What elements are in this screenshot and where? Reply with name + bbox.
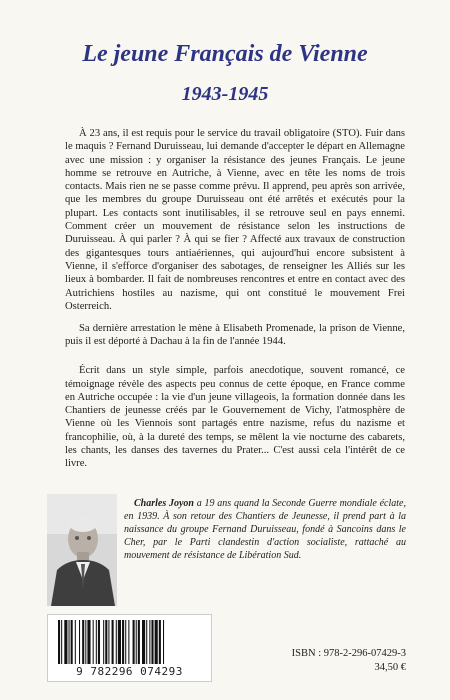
barcode-bar <box>61 620 62 664</box>
barcode-bar <box>71 620 73 664</box>
barcode-bar <box>149 620 150 664</box>
barcode-bar <box>108 620 109 664</box>
barcode-bar <box>122 620 124 664</box>
barcode-bar <box>58 620 60 664</box>
author-bio-text: a 19 ans quand la Seconde Guerre mondiale éclate, en 1939. À son retour des Chantiers de Jeunesse, il prend part à la naissance du groupe Fernand Duruisseau, fondé à Sancoins dans le Cher, par le Parti clandestin d'action socialiste, rattaché au mouvement de résistance de Libération Sud. <box>124 498 406 561</box>
barcode-bar <box>98 620 100 664</box>
barcode-bar <box>87 620 90 664</box>
author-bio <box>124 497 406 562</box>
barcode-bar <box>69 620 70 664</box>
barcode-bar <box>118 620 121 664</box>
barcode-bar <box>133 620 135 664</box>
book-title: Le jeune Français de Vienne <box>82 41 368 67</box>
barcode-bar <box>105 620 107 664</box>
barcode-bar <box>64 620 67 664</box>
barcode-bar <box>112 620 114 664</box>
author-name: Charles Joyon <box>134 498 194 509</box>
barcode-bar <box>151 620 153 664</box>
barcode-bars-icon <box>56 620 203 664</box>
author-portrait-icon <box>47 494 117 606</box>
barcode-bar <box>136 620 137 664</box>
barcode-bar <box>163 620 164 664</box>
blurb-paragraph-1: À 23 ans, il est requis pour le service du travail obligatoire (STO). Fuir dans le maquis ? Fernand Duruisseau, lui demande d'accepter le départ en Allemagne avec une mission : y organiser la résistance des jeunes Français. Le jeune homme se retrouve en Autriche, à Vienne, avec en tête les noms de trois contacts. Mais rien ne se passe comme prévu. Il apprend, peu après son arrivée, que les membres du groupe Duruisseau ont été arrêtés et exécutés pour la plupart. Les contacts sont inutilisables, il se retrouve seul en pays ennemi. Comment créer un mouvement de résistance selon les instructions de Duruisseau. À qui parler ? À qui se fier ? Affecté aux travaux de construction des gigantesques tours antiaériennes, qui aujourd'hui encore subsistent à Vienne, il s'efforce d'organiser des sabotages, de renseigner les Alliés sur les lieux à bombarder. Il fait de nombreuses rencontres et entre en contact avec des Autrichiens hostiles au nazisme, qui ont constitué le mouvement Frei Osterreich. <box>65 128 405 312</box>
barcode-bar <box>85 620 86 664</box>
author-photo <box>47 494 117 606</box>
barcode-bar <box>82 620 84 664</box>
barcode-bar <box>159 620 161 664</box>
barcode-bar <box>128 620 129 664</box>
isbn: ISBN : 978-2-296-07429-3 <box>291 648 406 659</box>
barcode-bar <box>146 620 147 664</box>
barcode-bar <box>155 620 158 664</box>
blurb-paragraph-3: Écrit dans un style simple, parfois anecdotique, souvent romancé, ce témoignage révèle des aspects peu connus de cette époque, en France comme en Autriche occupée : la vie d'un jeune villageois, la formation donnée dans les Chantiers de jeunesse créés par le Gouvernement de Vichy, l'atmosphère de Vienne où les Viennois sont partagés entre nazisme, refus du nazisme et francophilie, où, à la dureté des temps, se mêlent la vie nocturne des cabarets, les chants, les danses des tavernes du Prater... C'est aussi cela l'intérêt de ce livre. <box>65 365 405 470</box>
blurb-paragraph-2: Sa dernière arrestation le mène à Elisabeth Promenade, la prison de Vienne, puis il est déporté à Dachau à la fin de l'année 1944. <box>65 322 405 347</box>
blurb <box>65 127 405 479</box>
barcode-digits: 9 782296 074293 <box>76 665 183 678</box>
book-subtitle: 1943-1945 <box>181 83 269 105</box>
barcode-bar <box>125 620 126 664</box>
barcode-bar <box>142 620 145 664</box>
barcode <box>47 614 212 682</box>
barcode-bar <box>103 620 104 664</box>
barcode-bar <box>96 620 97 664</box>
barcode-bar <box>116 620 117 664</box>
barcode-bar <box>79 620 80 664</box>
barcode-bar <box>75 620 76 664</box>
barcode-bar <box>93 620 94 664</box>
barcode-bar <box>138 620 140 664</box>
price: 34,50 € <box>374 662 406 673</box>
